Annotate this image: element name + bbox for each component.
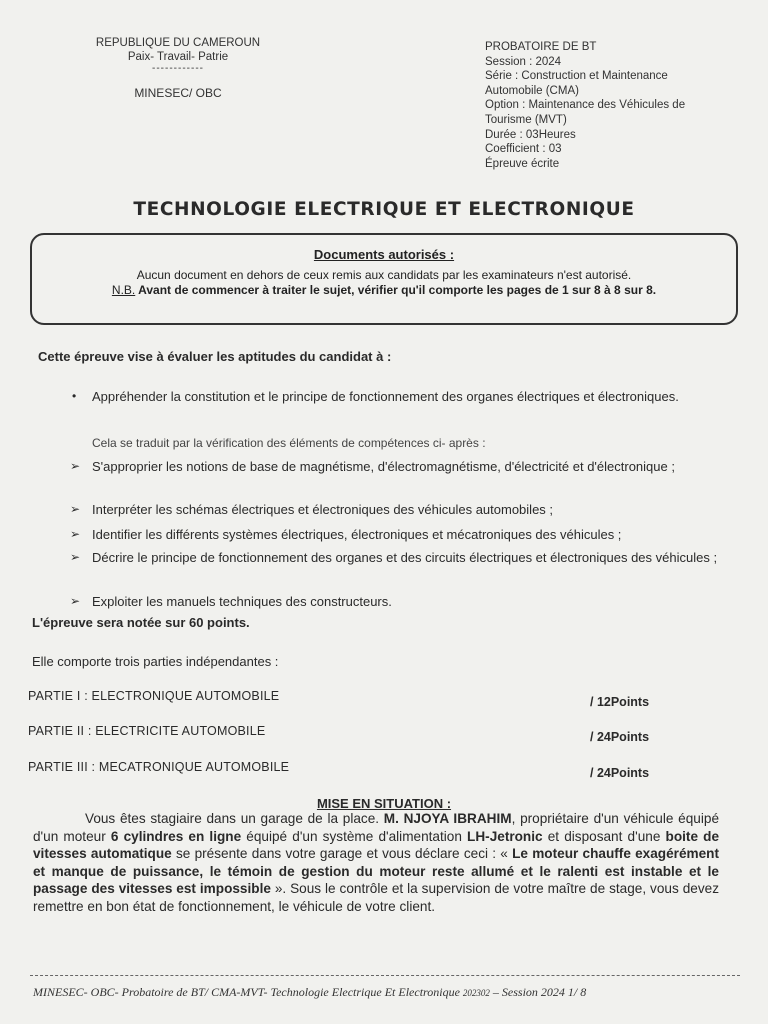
page-footer <box>33 985 733 1000</box>
nb-label: N.B. <box>111 283 136 297</box>
part-1-points: / 12Points <box>590 695 650 709</box>
situation-text-part: Vous êtes stagiaire dans un garage de la place. <box>85 811 384 826</box>
bullet-dot: • <box>72 389 77 403</box>
header-right <box>485 40 715 171</box>
part-3-label: PARTIE III : MECATRONIQUE AUTOMOBILE <box>28 760 290 774</box>
competence-item <box>70 525 727 544</box>
competences-note: Cela se traduit par la vérification des éléments de compétences ci- après : <box>92 436 486 450</box>
parts-intro: Elle comporte trois parties indépendantes : <box>32 654 279 669</box>
competence-text: Exploiter les manuels techniques des constructeurs. <box>92 594 392 609</box>
serie-line-cont: Automobile (CMA) <box>485 84 579 97</box>
fuel-system: LH-Jetronic <box>467 828 543 844</box>
part-1-label: PARTIE I : ELECTRONIQUE AUTOMOBILE <box>28 689 280 703</box>
separator-dash: ------------ <box>152 63 204 74</box>
arrow-bullet-icon: ➢ <box>70 594 81 608</box>
arrow-bullet-icon: ➢ <box>70 502 81 516</box>
situation-text-part: se présente dans votre garage et vous déclare ceci : « <box>171 846 513 861</box>
competence-item <box>70 457 727 476</box>
situation-text-part: ». Sous le contrôle et la supervision de votre maître de stage, vous devez remettre en bon état de fonctionnement, le véhicule de votre client. <box>33 881 719 914</box>
arrow-bullet-icon: ➢ <box>70 550 81 564</box>
competence-item <box>70 548 727 567</box>
documents-nb <box>32 283 736 298</box>
competence-item <box>70 500 727 519</box>
documents-box <box>30 233 738 325</box>
country-name: REPUBLIQUE DU CAMEROUN <box>95 37 261 49</box>
competence-text: Décrire le principe de fonctionnement des organes et des circuits électriques et électroniques des véhicules ; <box>92 550 718 565</box>
arrow-bullet-icon: ➢ <box>70 527 81 541</box>
intro-text: Cette épreuve vise à évaluer les aptitudes du candidat à : <box>38 349 392 364</box>
arrow-bullet-icon: ➢ <box>70 459 81 473</box>
competence-item <box>70 592 727 611</box>
documents-title: Documents autorisés : <box>313 247 455 262</box>
session-line: Session : 2024 <box>485 55 562 68</box>
footer-text: MINESEC- OBC- Probatoire de BT/ CMA-MVT- Technologie Electrique Et Electronique <box>33 985 463 999</box>
footer-session-page: – Session 2024 1/ 8 <box>489 985 587 999</box>
nb-text: Avant de commencer à traiter le sujet, vérifier qu'il comporte les pages de 1 sur 8 à 8 sur 8. <box>135 283 657 297</box>
client-complaint: Le moteur chauffe exagérément et manque de puissance, le témoin de gestion du moteur reste allumé et le ralenti est instable et le passage des vitesses est impossible <box>33 846 719 896</box>
option-line-cont: Tourisme (MVT) <box>485 113 567 126</box>
situation-text-part: , propriétaire d'un véhicule équipé d'un moteur <box>33 811 720 844</box>
main-objective <box>72 387 727 406</box>
situation-title: MISE EN SITUATION : <box>316 796 452 811</box>
option-line: Option : Maintenance des Véhicules de <box>485 99 686 112</box>
main-objective-text: Appréhender la constitution et le principe de fonctionnement des organes électriques et électroniques. <box>92 389 679 404</box>
exam-title: TECHNOLOGIE ELECTRIQUE ET ELECTRONIQUE <box>133 199 635 220</box>
competence-text: Interpréter les schémas électriques et électroniques des véhicules automobiles ; <box>92 502 554 517</box>
duration-line: Durée : 03Heures <box>485 128 576 141</box>
national-motto: Paix- Travail- Patrie <box>127 51 229 63</box>
part-2-label: PARTIE II : ELECTRICITE AUTOMOBILE <box>28 724 266 738</box>
situation-text-part: et disposant d'une <box>542 828 666 844</box>
documents-rule: Aucun document en dehors de ceux remis aux candidats par les examinateurs n'est autorisé. <box>136 268 632 282</box>
notation-text: L'épreuve sera notée sur 60 points. <box>32 615 250 630</box>
ministry-name: MINESEC/ OBC <box>134 86 222 100</box>
situation-text-part: équipé d'un système d'alimentation <box>241 828 468 844</box>
footer-code: 202302 <box>462 988 490 998</box>
footer-divider <box>30 975 740 976</box>
coefficient-line: Coefficient : 03 <box>485 143 562 156</box>
serie-line: Série : Construction et Maintenance <box>485 70 668 83</box>
competence-text: S'approprier les notions de base de magnétisme, d'électromagnétisme, d'électricité et d'électronique ; <box>92 459 675 474</box>
engine-type: 6 cylindres en ligne <box>110 828 242 844</box>
client-name: M. NJOYA IBRAHIM <box>383 811 512 826</box>
situation-text <box>33 810 719 915</box>
exam-name: PROBATOIRE DE BT <box>485 41 597 53</box>
exam-type-line: Épreuve écrite <box>485 157 560 170</box>
competence-text: Identifier les différents systèmes électriques, électroniques et mécatroniques des véhicules ; <box>92 527 622 542</box>
header-left <box>78 36 278 100</box>
gearbox-type: boite de vitesses automatique <box>33 828 720 861</box>
part-3-points: / 24Points <box>590 766 650 780</box>
part-2-points: / 24Points <box>590 730 650 744</box>
